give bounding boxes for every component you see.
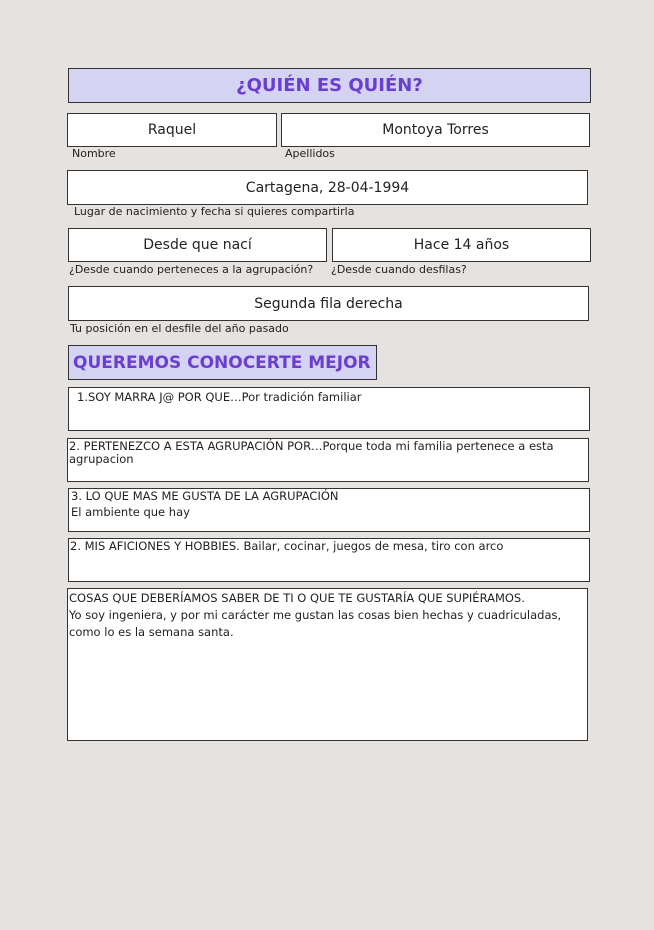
question-4-text: 2. MIS AFICIONES Y HOBBIES. Bailar, cocinar, juegos de mesa, tiro con arco — [70, 539, 504, 553]
birth-field[interactable]: Cartagena, 28-04-1994 — [67, 170, 588, 205]
member-since-field[interactable]: Desde que nací — [68, 228, 327, 262]
member-since-label: ¿Desde cuando perteneces a la agrupación? — [69, 263, 314, 276]
section-title: QUEREMOS CONOCERTE MEJOR — [68, 345, 377, 380]
position-field[interactable]: Segunda fila derecha — [68, 286, 589, 321]
question-3-field[interactable] — [68, 488, 590, 532]
parading-since-field[interactable]: Hace 14 años — [332, 228, 591, 262]
page-title: ¿QUIÉN ES QUIÉN? — [68, 68, 591, 103]
name-label: Nombre — [72, 147, 116, 160]
question-3-prompt: 3. LO QUE MAS ME GUSTA DE LA AGRUPACIÓN — [71, 489, 339, 503]
surname-field[interactable]: Montoya Torres — [281, 113, 590, 147]
question-1-field[interactable] — [68, 387, 590, 431]
question-5-answer: Yo soy ingeniera, y por mi carácter me gustan las cosas bien hechas y cuadriculadas, como lo es la semana santa. — [69, 608, 562, 639]
question-3-answer: El ambiente que hay — [71, 505, 190, 519]
birth-label: Lugar de nacimiento y fecha si quieres compartirla — [74, 205, 355, 218]
question-5-field[interactable] — [67, 588, 588, 741]
question-5-prompt: COSAS QUE DEBERÍAMOS SABER DE TI O QUE TE GUSTARÍA QUE SUPIÉRAMOS. — [69, 591, 525, 605]
question-1-text: 1.SOY MARRA J@ POR QUE…Por tradición familiar — [77, 390, 362, 404]
position-label: Tu posición en el desfile del año pasado — [70, 322, 289, 335]
surname-label: Apellidos — [285, 147, 335, 160]
question-4-field[interactable] — [68, 538, 590, 582]
name-field[interactable]: Raquel — [67, 113, 277, 147]
question-2-text: 2. PERTENEZCO A ESTA AGRUPACIÓN POR…Porque toda mi familia pertenece a esta agrupacion — [69, 439, 554, 466]
parading-since-label: ¿Desde cuando desfilas? — [331, 263, 467, 276]
question-2-field[interactable] — [67, 438, 589, 482]
